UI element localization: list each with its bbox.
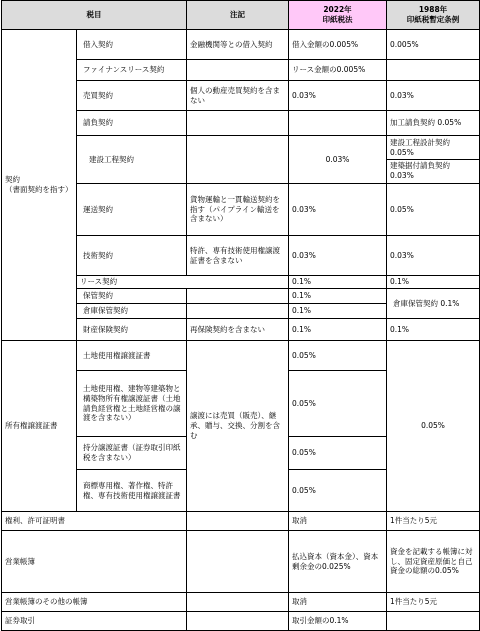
item-name: 土地使用権譲渡証書 [77, 341, 187, 371]
ownership-category: 所有権譲渡証書 [2, 341, 77, 512]
item-name: 営業帳簿 [2, 531, 187, 593]
rate-1988: 1件当たり5元 [387, 512, 480, 531]
item-note [187, 111, 289, 136]
rate-1988: 0.1% [387, 319, 480, 341]
rate-1988-install: 建築据付請負契約 0.03% [390, 161, 450, 180]
item-name: 売買契約 [77, 81, 187, 111]
rate-2022: 0.1% [289, 319, 387, 341]
rate-2022: 0.1% [289, 304, 387, 319]
item-name: 技術契約 [77, 236, 187, 276]
rate-2022: 0.03% [289, 236, 387, 276]
category-label: 契約 [5, 175, 20, 185]
rate-1988-design: 建設工程設計契約 0.05% [387, 137, 479, 160]
header-row [2, 1, 480, 30]
rate-1988: 0.03% [387, 81, 480, 111]
header-2022-year: 2022年 [323, 5, 352, 15]
item-name: リース契約 [77, 276, 289, 289]
item-note [187, 289, 289, 304]
item-name: ファイナンスリース契約 [77, 60, 187, 81]
header-1988 [387, 1, 480, 30]
rate-2022: 0.1% [289, 276, 387, 289]
rate-2022: 0.1% [289, 289, 387, 304]
rate-2022 [289, 111, 387, 136]
rate-2022: 0.05% [289, 371, 387, 437]
rate-2022: 借入金額の0.005% [289, 30, 387, 60]
table-row [2, 612, 480, 631]
rate-2022: 払込資本（資本金）、資本剰余金の0.025% [289, 531, 387, 593]
item-note [187, 531, 289, 593]
rate-1988: 加工請負契約 0.05% [387, 111, 480, 136]
item-note [187, 593, 289, 612]
header-item: 税目 [2, 1, 187, 30]
rate-2022: 0.03% [289, 184, 387, 236]
category-sublabel: （書面契約を指す） [5, 185, 73, 194]
item-note [187, 60, 289, 81]
table-row [2, 512, 480, 531]
item-name: 建設工程契約 [77, 136, 187, 184]
item-note: 金融機関等との借入契約 [187, 30, 289, 60]
rate-1988: 0.005% [387, 30, 480, 60]
rate-1988: 0.05% [387, 184, 480, 236]
header-2022-label: 印紙税法 [322, 15, 353, 24]
stamp-duty-table [1, 0, 480, 631]
ownership-note: 譲渡には売買（販売）、継承、贈与、交換、分割を含む [187, 341, 289, 512]
rate-2022: 取消 [289, 512, 387, 531]
item-name: 土地使用権、建物等建築物と構築物所有権譲渡証書（土地請負経営権と土地経営権の譲渡を含まない） [77, 371, 187, 437]
contracts-category [2, 30, 77, 341]
header-1988-label: 印紙税暫定条例 [406, 15, 460, 24]
item-note [187, 612, 289, 631]
item-name: 財産保険契約 [77, 319, 187, 341]
item-name: 保管契約 [77, 289, 187, 304]
item-name: 運送契約 [77, 184, 187, 236]
rate-2022: リース金額の0.005% [289, 60, 387, 81]
rate-2022: 0.05% [289, 341, 387, 371]
rate-2022: 0.03% [289, 81, 387, 111]
item-note: 再保険契約を含まない [187, 319, 289, 341]
table-row [2, 341, 480, 371]
item-note [187, 136, 289, 184]
rate-2022: 0.03% [289, 136, 387, 184]
item-name: 倉庫保管契約 [77, 304, 187, 319]
rate-1988 [387, 60, 480, 81]
rate-1988: 倉庫保管契約 0.1% [387, 289, 480, 319]
item-note: 特許、専有技術使用権譲渡証書を含まない [187, 236, 289, 276]
item-name: 権利、許可証明書 [2, 512, 187, 531]
rate-1988: 1件当たり5元 [387, 593, 480, 612]
item-note: 貨物運輸と一貫輸送契約を指す（パイプライン輸送を含まない） [187, 184, 289, 236]
item-name: 借入契約 [77, 30, 187, 60]
rate-1988: 0.03% [387, 236, 480, 276]
item-name: 持分譲渡証書（証券取引印紙税を含まない） [77, 437, 187, 470]
table-row [2, 531, 480, 593]
rate-2022: 0.05% [289, 470, 387, 512]
rate-1988: 0.1% [387, 276, 480, 289]
header-note: 注記 [187, 1, 289, 30]
table-row [2, 30, 480, 60]
item-note: 個人の動産売買契約を含まない [187, 81, 289, 111]
item-name: 証券取引 [2, 612, 187, 631]
item-note [187, 304, 289, 319]
rate-1988-split [387, 136, 480, 184]
item-name: 請負契約 [77, 111, 187, 136]
header-2022 [289, 1, 387, 30]
table-row [2, 593, 480, 612]
rate-2022: 取引金額の0.1% [289, 612, 387, 631]
item-note [187, 512, 289, 531]
item-name: 営業帳簿のその他の帳簿 [2, 593, 187, 612]
item-name: 商標専用権、著作権、特許権、専有技術使用権譲渡証書 [77, 470, 187, 512]
header-1988-year: 1988年 [418, 5, 448, 15]
rate-1988: 資金を記載する帳簿に対し、固定資産原価と自己資金の総額の0.05% [387, 531, 480, 593]
rate-2022: 取消 [289, 593, 387, 612]
ownership-rate-1988: 0.05% [387, 341, 480, 512]
rate-2022: 0.05% [289, 437, 387, 470]
rate-1988 [387, 612, 480, 631]
